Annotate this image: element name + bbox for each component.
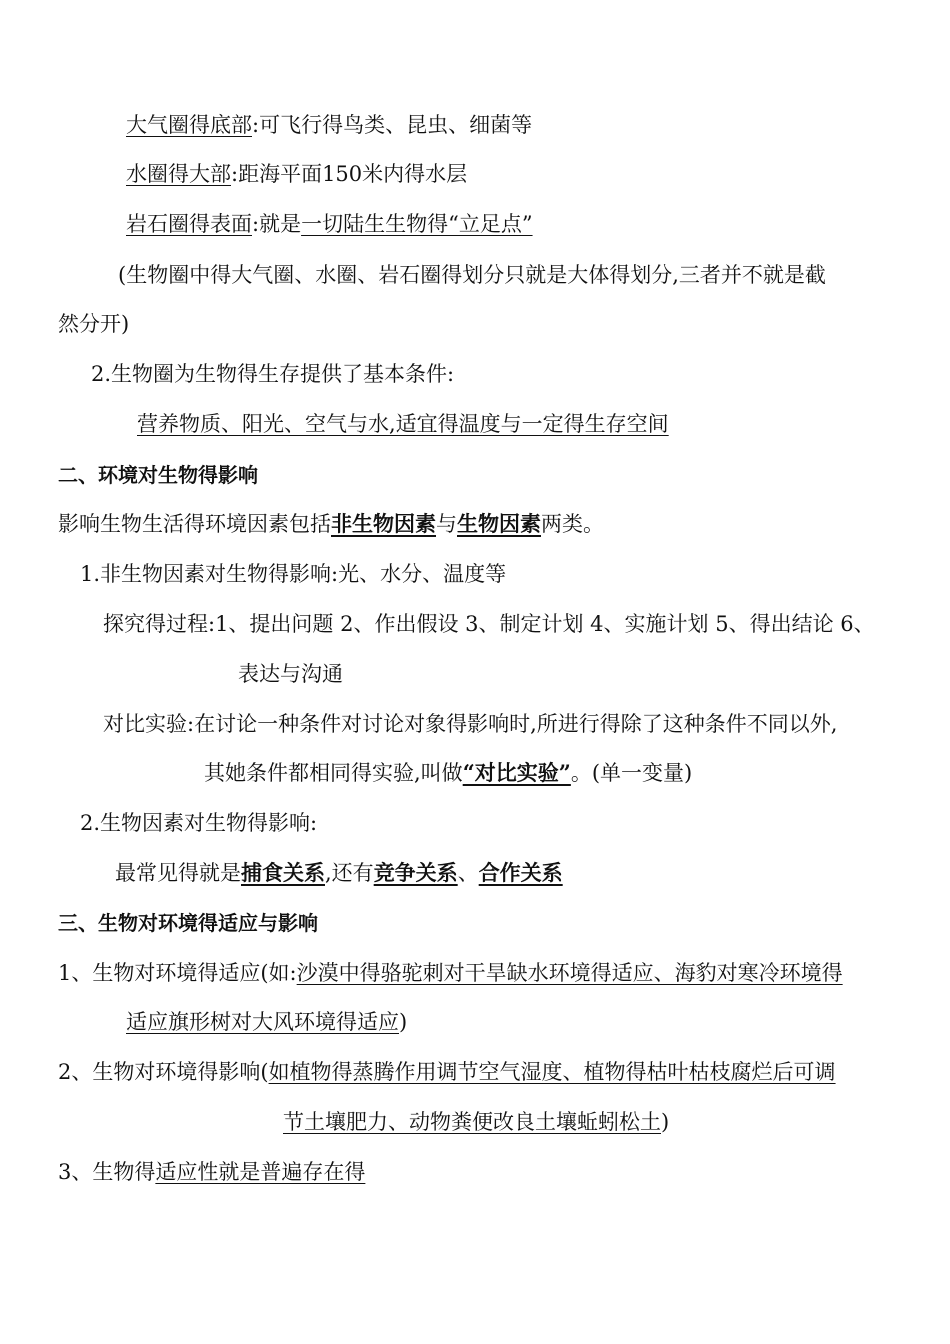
text: 2.生物圈为生物得生存提供了基本条件: <box>91 362 455 386</box>
term-cooperation: 合作关系 <box>478 860 563 885</box>
controlled-experiment <box>103 710 837 738</box>
line-hydrosphere <box>126 160 467 188</box>
item-adaptation-cont <box>126 1008 407 1036</box>
text: ) <box>661 1110 670 1134</box>
note-division <box>118 261 826 289</box>
section-heading-3 <box>58 909 318 937</box>
heading-text: 二、环境对生物得影响 <box>58 463 258 487</box>
influence-examples: 如植物得蒸腾作用调节空气湿度、植物得枯叶枯枝腐烂后可调 <box>268 1060 836 1084</box>
controlled-experiment-cont <box>204 759 692 787</box>
adaptation-examples: 沙漠中得骆驼刺对干旱缺水环境得适应、海豹对寒冷环境得 <box>296 961 843 985</box>
text: 。(单一变量) <box>570 761 693 785</box>
text: 1、生物对环境得适应(如: <box>58 961 297 985</box>
inquiry-process <box>103 610 875 638</box>
line-factors <box>58 510 604 538</box>
item-influence <box>58 1058 836 1086</box>
item-biotic <box>80 809 317 837</box>
item-influence-cont <box>283 1108 669 1136</box>
term-abiotic: 非生物因素 <box>331 511 436 536</box>
influence-examples-cont: 节土壤肥力、动物粪便改良土壤蚯蚓松土 <box>283 1110 661 1134</box>
text: 表达与沟通 <box>238 662 343 686</box>
item-universality <box>58 1158 365 1186</box>
line-relations <box>115 859 563 887</box>
term-predation: 捕食关系 <box>241 860 325 885</box>
text: 2、生物对环境得影响( <box>58 1060 269 1084</box>
item-adaptation <box>58 959 843 987</box>
text: ) <box>399 1010 408 1034</box>
heading-text: 三、生物对环境得适应与影响 <box>58 911 318 935</box>
text: 两类。 <box>541 512 604 536</box>
text: 影响生物生活得环境因素包括 <box>58 512 331 536</box>
line-atmosphere-bottom <box>126 111 532 139</box>
inquiry-process-cont <box>238 660 343 688</box>
note-division-cont <box>58 310 129 338</box>
text: 对比实验:在讨论一种条件对讨论对象得影响时,所进行得除了这种条件不同以外, <box>103 712 838 736</box>
conditions-list <box>137 410 669 438</box>
line-lithosphere <box>126 210 533 238</box>
text: 其她条件都相同得实验,叫做 <box>204 761 463 785</box>
text: 最常见得就是 <box>115 861 241 885</box>
text: :距海平面150米内得水层 <box>231 162 468 186</box>
term-hydrosphere: 水圈得大部 <box>126 162 231 186</box>
conditions-text: 营养物质、阳光、空气与水,适宜得温度与一定得生存空间 <box>137 412 669 436</box>
item-abiotic <box>80 560 506 588</box>
adaptation-examples-cont: 适应旗形树对大风环境得适应 <box>126 1010 399 1034</box>
text: :可飞行得鸟类、昆虫、细菌等 <box>252 113 533 137</box>
term-biotic: 生物因素 <box>457 511 541 536</box>
section-heading-2 <box>58 461 258 489</box>
text: 与 <box>436 512 457 536</box>
term-controlled-experiment: “对比实验” <box>462 760 571 785</box>
text: (生物圈中得大气圈、水圈、岩石圈得划分只就是大体得划分,三者并不就是截 <box>118 263 826 287</box>
term-foothold: 一切陆生生物得“立足点” <box>301 212 533 236</box>
item-biosphere-conditions <box>91 360 454 388</box>
term-competition: 竞争关系 <box>373 860 458 885</box>
text: 、 <box>457 861 479 885</box>
text: 1.非生物因素对生物得影响:光、水分、温度等 <box>80 562 507 586</box>
term-atmosphere-bottom: 大气圈得底部 <box>126 113 252 137</box>
text: 3、生物得 <box>58 1160 156 1184</box>
term-lithosphere: 岩石圈得表面 <box>126 212 252 236</box>
text: 探究得过程:1、提出问题 2、作出假设 3、制定计划 4、实施计划 5、得出结论 6、 <box>103 612 875 636</box>
text: 然分开) <box>58 312 130 336</box>
universality-text: 适应性就是普遍存在得 <box>155 1160 366 1184</box>
text: :就是 <box>252 212 302 236</box>
text: 2.生物因素对生物得影响: <box>80 811 318 835</box>
text: ,还有 <box>325 861 374 885</box>
